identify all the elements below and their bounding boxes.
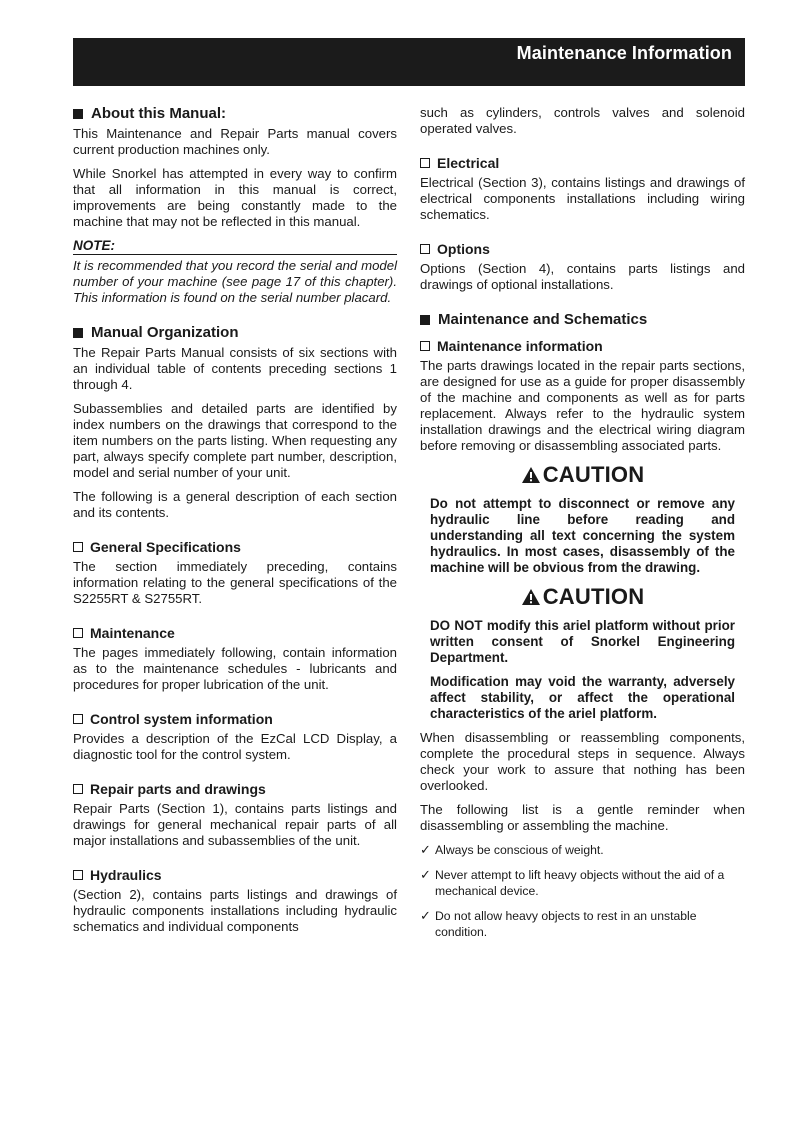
caution-label-2: CAUTION	[542, 584, 645, 609]
general-specs-heading: General Specifications	[73, 539, 397, 555]
about-paragraph-1: This Maintenance and Repair Parts manual covers current production machines only.	[73, 126, 397, 157]
org-paragraph-1: The Repair Parts Manual consists of six sections with an individual table of contents preceding sections 1 through 4.	[73, 345, 397, 392]
filled-square-icon	[420, 315, 430, 325]
checkmark-icon: ✓	[420, 842, 431, 857]
maintenance-schematics-heading: Maintenance and Schematics	[420, 311, 745, 328]
hydraulics-heading: Hydraulics	[73, 867, 397, 883]
hydraulics-paragraph: (Section 2), contains parts listings and drawings of hydraulic components installations including hydraulic schematics and individual components	[73, 887, 397, 934]
checkmark-icon: ✓	[420, 908, 431, 923]
about-paragraph-2: While Snorkel has attempted in every way to confirm that all information in this manual is correct, improvements are being constantly made to the machine that may not be reflected in this manual.	[73, 166, 397, 229]
warning-triangle-icon	[521, 588, 541, 606]
repair-parts-heading: Repair parts and drawings	[73, 781, 397, 797]
electrical-heading: Electrical	[420, 155, 745, 171]
maintenance-info-paragraph: The parts drawings located in the repair parts sections, are designed for use as a guide for proper disassembly of the machine and components as well as for parts replacement. Always refer to the hydraulic system installation drawings and the electrical wiring diagram before removing or disassembling associated parts.	[420, 358, 745, 453]
hydraulics-continued: such as cylinders, controls valves and solenoid operated valves.	[420, 105, 745, 136]
maintenance-paragraph: The pages immediately following, contain information as to the maintenance schedules - lubricants and procedures for proper lubrication of the unit.	[73, 645, 397, 692]
maintenance-heading: Maintenance	[73, 625, 397, 641]
caution-text-2a: DO NOT modify this ariel platform without prior written consent of Snorkel Engineering Department.	[430, 618, 735, 665]
options-heading: Options	[420, 241, 745, 257]
maintenance-info-heading: Maintenance information	[420, 338, 745, 354]
repair-parts-paragraph: Repair Parts (Section 1), contains parts listings and drawings for general mechanical repair parts of all major installations and subassemblies of the unit.	[73, 801, 397, 848]
caution-banner-2	[420, 584, 745, 610]
list-item: ✓ Always be conscious of weight.	[420, 842, 604, 857]
reminder-list	[420, 842, 745, 940]
about-heading: About this Manual:	[73, 105, 397, 122]
caution-label-1: CAUTION	[542, 462, 645, 487]
empty-square-icon	[73, 870, 83, 880]
general-specs-paragraph: The section immediately preceding, contains information relating to the general specifications of the S2255RT & S2755RT.	[73, 559, 397, 606]
caution-text-1: Do not attempt to disconnect or remove any hydraulic line before reading and understanding all text concerning the system hydraulics. In most cases, disassembly of the machine will be obvious from the drawing.	[430, 496, 735, 575]
checkmark-icon: ✓	[420, 867, 431, 882]
empty-square-icon	[73, 784, 83, 794]
empty-square-icon	[73, 542, 83, 552]
right-column	[420, 105, 745, 949]
left-column	[73, 105, 397, 943]
note-body: It is recommended that you record the serial and model number of your machine (see page 17 of this chapter). This information is found on the serial number placard.	[73, 258, 397, 305]
page-title: Maintenance Information	[516, 43, 732, 63]
options-paragraph: Options (Section 4), contains parts listings and drawings of optional installations.	[420, 261, 745, 292]
control-system-paragraph: Provides a description of the EzCal LCD Display, a diagnostic tool for the control system.	[73, 731, 397, 762]
list-item: ✓ Never attempt to lift heavy objects without the aid of a mechanical device.	[420, 867, 725, 898]
empty-square-icon	[73, 628, 83, 638]
filled-square-icon	[73, 109, 83, 119]
empty-square-icon	[420, 244, 430, 254]
warning-triangle-icon	[521, 466, 541, 484]
filled-square-icon	[73, 328, 83, 338]
list-item: ✓ Do not allow heavy objects to rest in an unstable condition.	[420, 908, 697, 939]
header-bar	[73, 38, 745, 86]
caution-banner-1	[420, 462, 745, 488]
note-title: NOTE:	[73, 238, 397, 255]
empty-square-icon	[420, 341, 430, 351]
control-system-heading: Control system information	[73, 711, 397, 727]
empty-square-icon	[73, 714, 83, 724]
caution-text-2b: Modification may void the warranty, adversely affect stability, or affect the operational characteristics of the ariel platform.	[430, 674, 735, 721]
org-heading: Manual Organization	[73, 324, 397, 341]
org-paragraph-3: The following is a general description of each section and its contents.	[73, 489, 397, 520]
org-paragraph-2: Subassemblies and detailed parts are identified by index numbers on the drawings that correspond to the item numbers on the parts listing. When requesting any part, always specify complete part number, description, model and serial number of your unit.	[73, 401, 397, 480]
electrical-paragraph: Electrical (Section 3), contains listings and drawings of electrical components installations including wiring schematics.	[420, 175, 745, 222]
disassembly-paragraph-2: The following list is a gentle reminder when disassembling or assembling the machine.	[420, 802, 745, 833]
empty-square-icon	[420, 158, 430, 168]
disassembly-paragraph-1: When disassembling or reassembling components, complete the procedural steps in sequence. Always check your work to assure that nothing has been overlooked.	[420, 730, 745, 793]
